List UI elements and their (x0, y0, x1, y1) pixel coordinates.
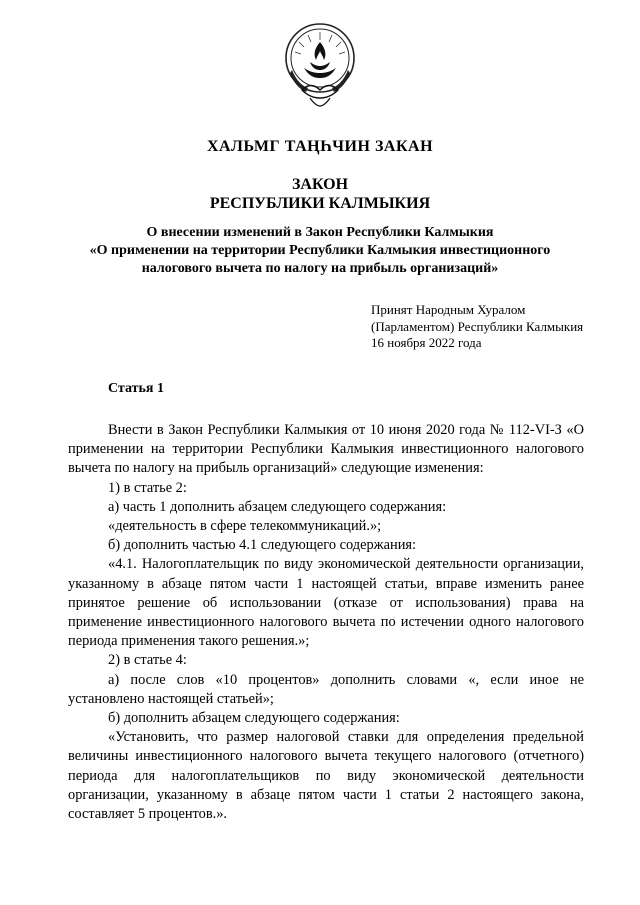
article-paragraph: а) часть 1 дополнить абзацем следующего содержания: (108, 498, 447, 515)
article-paragraph: «деятельность в сфере телекоммуникаций.»; (108, 518, 382, 535)
subtitle-line1: О внесении изменений в Закон Республики Калмыкия (146, 225, 494, 240)
subtitle-line3: налогового вычета по налогу на прибыль организаций» (141, 261, 499, 276)
law-title (0, 175, 640, 213)
law-title-line1: ЗАКОН (291, 176, 349, 193)
law-title-line2: РЕСПУБЛИКИ КАЛМЫКИЯ (209, 195, 431, 212)
article-paragraph: «4.1. Налогоплательщик по виду экономической деятельности организации, указанному в абзаце пятом части 1 настоящей статьи, вправе изменить ранее принятое решение об использовании (отказе от использования) права на применение инвестиционного налогового вычета по истечении одного налогового периода применения такого решения.»; (68, 556, 584, 650)
article-paragraph: б) дополнить абзацем следующего содержания: (108, 710, 400, 727)
adoption-line2: (Парламентом) Республики Калмыкия (371, 318, 584, 334)
adoption-date: 16 ноября 2022 года (371, 335, 482, 350)
article-paragraph: а) после слов «10 процентов» дополнить словами «, если иное не установлено настоящей статьей»; (68, 671, 584, 707)
kalmyk-title: ХАЛЬМГ ТАҢҺЧИН ЗАКАН (206, 138, 434, 155)
article-paragraph: Внести в Закон Республики Калмыкия от 10 июня 2020 года № 112-VI-З «О применении на территории Республики Калмыкия инвестиционного налогового вычета по налогу на прибыль организаций» следующие изменения: (68, 422, 584, 477)
subtitle-line2: «О применении на территории Республики Калмыкия инвестиционного (89, 243, 551, 258)
coat-of-arms-icon (282, 18, 358, 110)
adoption-line1: Принят Народным Хуралом (371, 302, 526, 317)
article-paragraph: 2) в статье 4: (108, 652, 187, 669)
article-paragraph: «Установить, что размер налоговой ставки для определения предельной величины инвестиционного налогового вычета текущего налогового (отчетного) периода для налогоплательщиков по виду экономической деятельности организации, указанному в абзаце пятом части 1 статьи 2 настоящего закона, составляет 5 процентов.». (68, 729, 584, 823)
article-paragraph: 1) в статье 2: (108, 479, 187, 496)
adoption-note (371, 302, 631, 352)
article-paragraph: б) дополнить частью 4.1 следующего содержания: (108, 537, 417, 554)
law-subtitle (0, 224, 640, 278)
article-body (68, 421, 584, 824)
article-title: Статья 1 (108, 381, 164, 396)
